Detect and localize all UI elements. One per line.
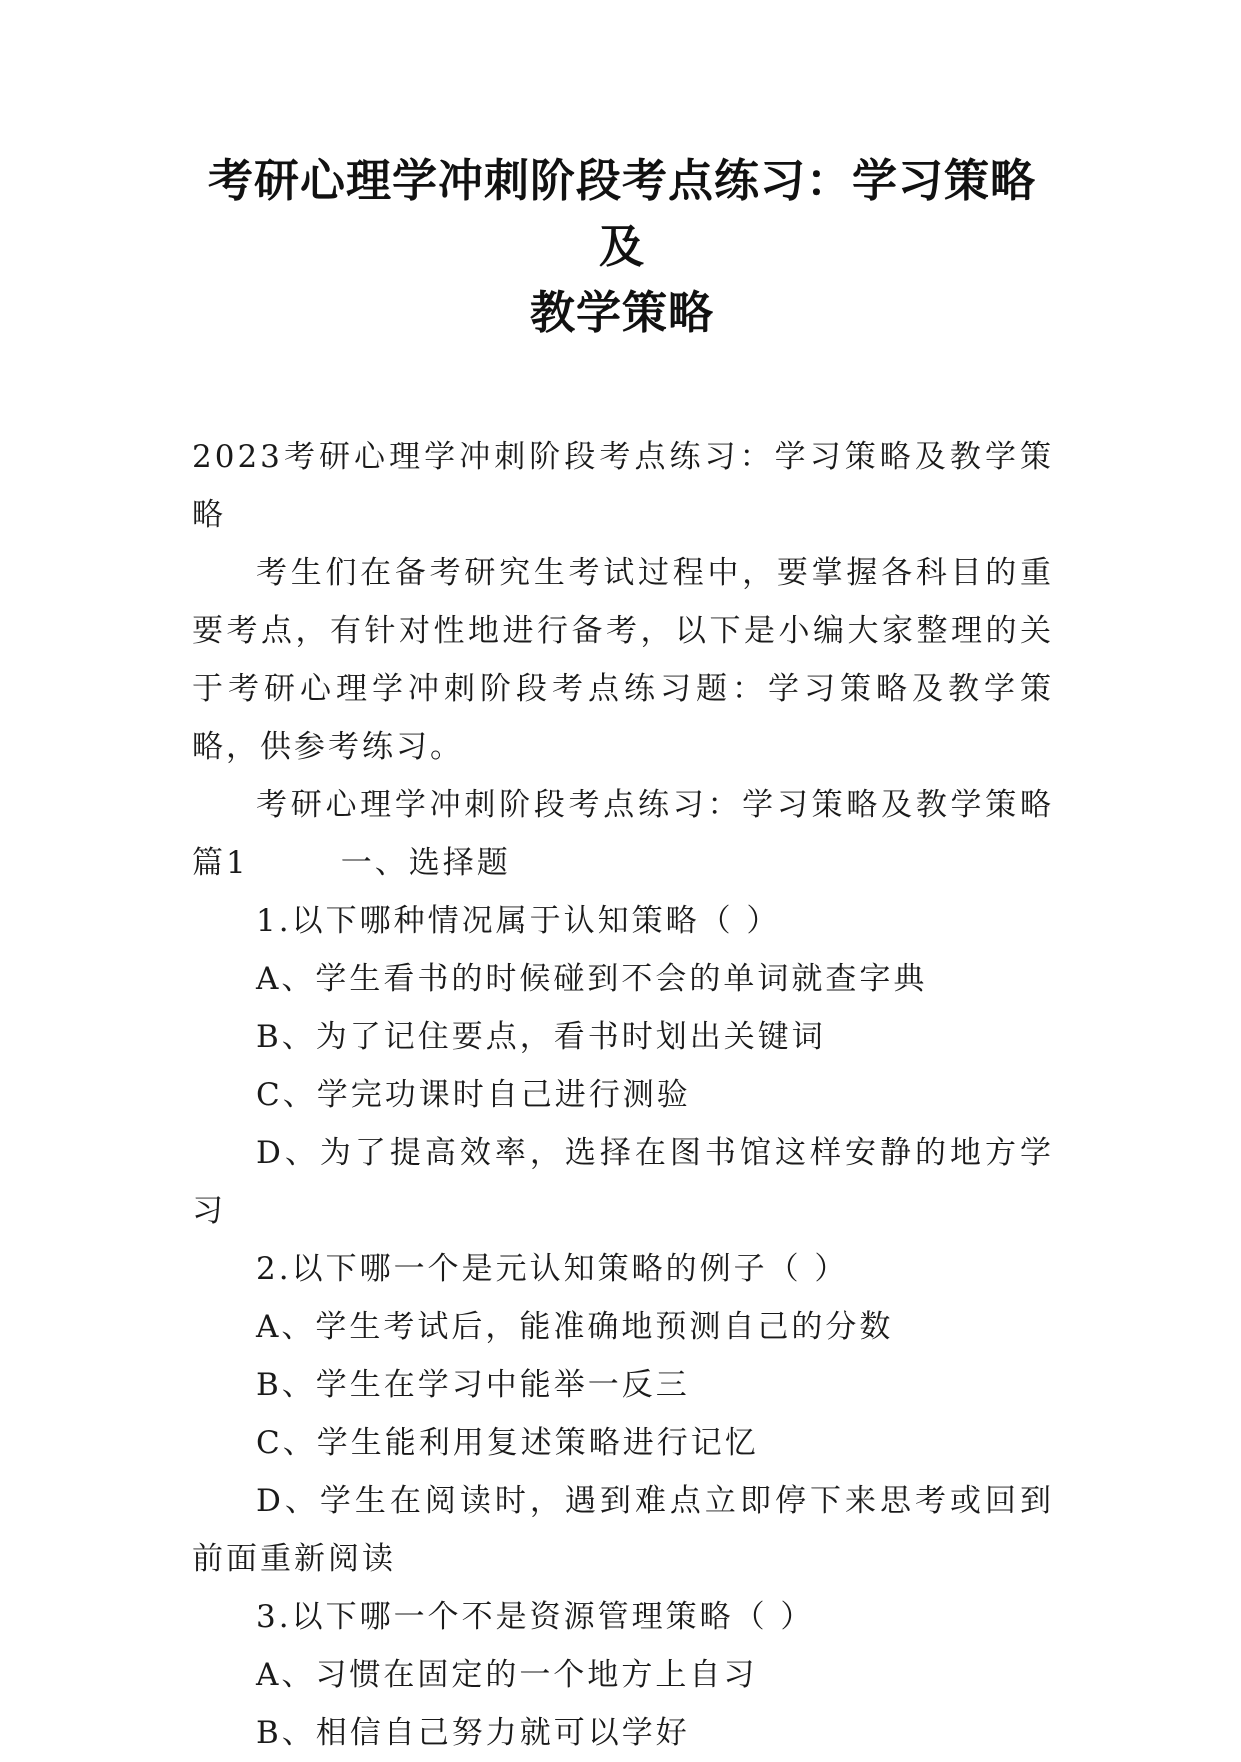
- question-option: D、学生在阅读时，遇到难点立即停下来思考或回到前面重新阅读: [192, 1483, 1054, 1577]
- title-line-1: 考研心理学冲刺阶段考点练习：学习策略及: [207, 154, 1036, 273]
- question-option: B、为了记住要点，看书时划出关键词: [256, 1019, 826, 1055]
- question-option: C、学生能利用复述策略进行记忆: [256, 1425, 759, 1461]
- question-option: A、学生考试后，能准确地预测自己的分数: [256, 1309, 894, 1345]
- question-option: D、为了提高效率，选择在图书馆这样安静的地方学习: [192, 1135, 1054, 1229]
- section-heading-paragraph: [192, 776, 1054, 892]
- question-stem: 1.以下哪种情况属于认知策略（ ）: [256, 903, 781, 939]
- section-part: 一、选择题: [340, 845, 511, 881]
- subtitle-paragraph: 2023考研心理学冲刺阶段考点练习：学习策略及教学策略: [192, 439, 1054, 533]
- question-stem: 3.以下哪一个不是资源管理策略（ ）: [256, 1599, 815, 1635]
- question-option: B、学生在学习中能举一反三: [256, 1367, 690, 1403]
- question-option: A、习惯在固定的一个地方上自习: [256, 1657, 758, 1693]
- title-line-2: 教学策略: [529, 286, 714, 339]
- section-heading: 考研心理学冲刺阶段考点练习：学习策略及教学策略篇1: [192, 787, 1054, 881]
- question-option: A、学生看书的时候碰到不会的单词就查字典: [256, 961, 928, 997]
- intro-paragraph: 考生们在备考研究生考试过程中，要掌握各科目的重要考点，有针对性地进行备考，以下是小编大家整理的关于考研心理学冲刺阶段考点练习题：学习策略及教学策略，供参考练习。: [192, 555, 1054, 765]
- question-stem: 2.以下哪一个是元认知策略的例子（ ）: [256, 1251, 849, 1287]
- document-title: [192, 148, 1052, 346]
- question-option: C、学完功课时自己进行测验: [256, 1077, 691, 1113]
- question-option: B、相信自己努力就可以学好: [256, 1715, 690, 1751]
- document-body: [192, 428, 1054, 1762]
